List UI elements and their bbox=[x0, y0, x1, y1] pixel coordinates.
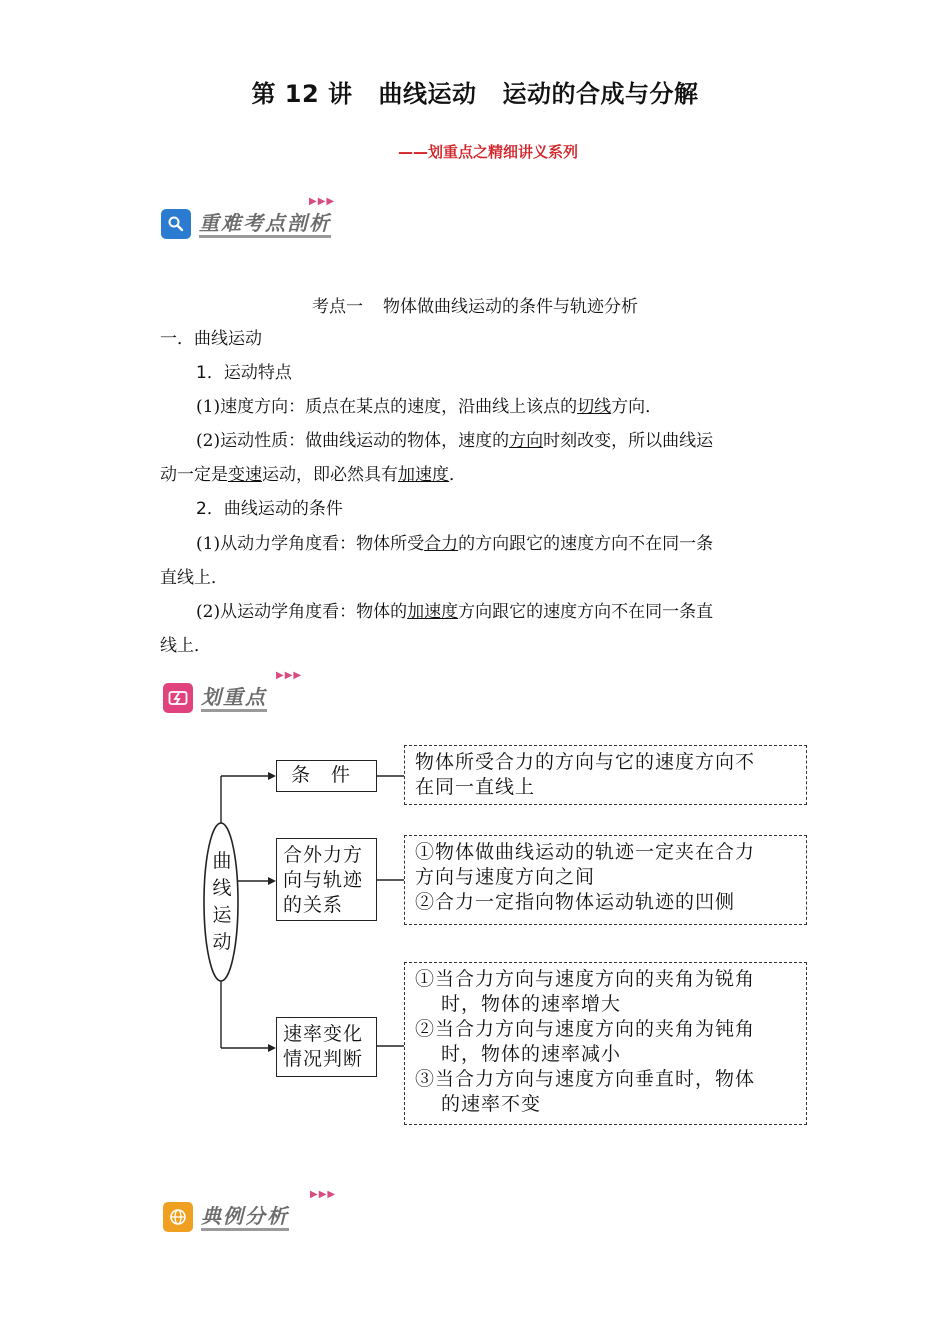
mindmap-branch-speed: 速率变化情况判断 bbox=[276, 1017, 377, 1077]
badge-highlight-label: 划重点 bbox=[201, 685, 267, 712]
mindmap-detail-trajectory: ①物体做曲线运动的轨迹一定夹在合力 方向与速度方向之间 ②合力一定指向物体运动轨迹的凹侧 bbox=[404, 835, 807, 925]
triple-arrow-icon: ▶▶▶ bbox=[309, 196, 336, 207]
badge-key-analysis-label: 重难考点剖析 bbox=[199, 211, 331, 238]
mindmap-branch-trajectory: 合外力方向与轨迹的关系 bbox=[276, 838, 377, 921]
triple-arrow-icon: ▶▶▶ bbox=[276, 670, 303, 681]
badge-examples bbox=[163, 1189, 337, 1235]
heading-motion-conditions: 2．曲线运动的条件 bbox=[196, 499, 343, 519]
title-topic2: 运动的合成与分解 bbox=[502, 80, 699, 108]
triple-arrow-icon: ▶▶▶ bbox=[310, 1189, 337, 1200]
section-heading: 考点一 物体做曲线运动的条件与轨迹分析 bbox=[312, 297, 638, 317]
paragraph-kinematics-view: (2)从运动学角度看：物体的加速度方向跟它的速度方向不在同一条直 线上． bbox=[160, 602, 714, 656]
globe-icon bbox=[163, 1202, 193, 1232]
paragraph-dynamics-view: (1)从动力学角度看：物体所受合力的方向跟它的速度方向不在同一条 直线上． bbox=[160, 534, 714, 588]
badge-examples-label: 典例分析 bbox=[201, 1204, 289, 1231]
paragraph-velocity-direction: (1)速度方向：质点在某点的速度，沿曲线上该点的切线方向． bbox=[196, 397, 663, 417]
mindmap-detail-condition: 物体所受合力的方向与它的速度方向不 在同一直线上 bbox=[404, 745, 807, 805]
title-lecture: 第 12 讲 bbox=[251, 80, 353, 108]
series-subtitle: ——划重点之精细讲义系列 bbox=[397, 143, 578, 161]
mindmap-root-label: 曲线运动 bbox=[212, 850, 232, 953]
heading-curve-motion: 一．曲线运动 bbox=[160, 329, 262, 349]
title-topic1: 曲线运动 bbox=[378, 80, 477, 108]
mindmap-detail-speed: ①当合力方向与速度方向的夹角为锐角 时，物体的速率增大 ②当合力方向与速度方向的夹角为钝角 时，物体的速率减小 ③当合力方向与速度方向垂直时，物体 的速率不变 bbox=[404, 962, 807, 1125]
paragraph-motion-nature: (2)运动性质：做曲线运动的物体，速度的方向时刻改变，所以曲线运 动一定是变速运动，即必然具有加速度． bbox=[160, 431, 714, 485]
heading-motion-features: 1．运动特点 bbox=[196, 363, 292, 383]
mindmap-branch-condition: 条 件 bbox=[276, 760, 377, 792]
